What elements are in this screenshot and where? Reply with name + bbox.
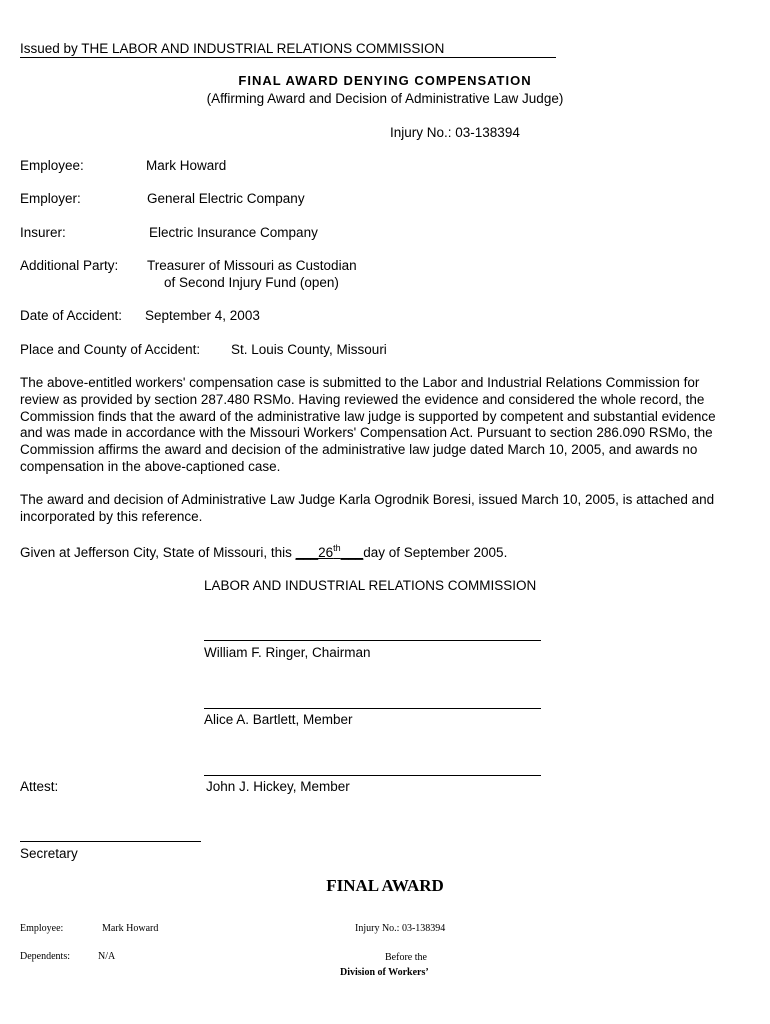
document-subtitle: (Affirming Award and Decision of Administrative Law Judge) [206,91,564,106]
dependents-label: Dependents: [20,951,70,962]
date-of-accident-value: September 4, 2003 [145,308,260,323]
chairman-signature-line [204,640,541,641]
given-day-blank: ___ [340,545,364,560]
chairman-name: William F. Ringer, Chairman [204,645,371,660]
final-award-employee-label: Employee: [20,923,64,934]
member-1-signature-line [204,708,541,709]
decision-paragraph: The above-entitled workers' compensation case is submitted to the Labor and Industrial Relations Commission for review as provided by section 287.480 RSMo. Having reviewed the evidence and considered the whole record, the Commission finds that the award of the administrative law judge is supported by competent and substantial evidence and was made in accordance with the Missouri Workers' Compensation Act. Pursuant to section 286.090 RSMo, the Commission affirms the award and decision of the administrative law judge dated March 10, 2005, and awards no compensation in the above-captioned case. [20,375,716,474]
before-the-text: Before the [385,952,427,963]
final-award-employee-value: Mark Howard [102,923,159,934]
date-of-accident-label: Date of Accident: [20,308,123,323]
given-day [296,545,364,560]
incorporation-paragraph: The award and decision of Administrative Law Judge Karla Ogrodnik Boresi, issued March 10, 2005, is attached and incorporated by this reference. [20,492,715,524]
insurer-value: Electric Insurance Company [149,225,318,240]
employer-value: General Electric Company [147,191,305,206]
insurer-label: Insurer: [20,225,66,240]
injury-number: Injury No.: 03-138394 [390,125,520,140]
member-1-name: Alice A. Bartlett, Member [204,712,353,727]
place-of-accident-value: St. Louis County, Missouri [231,342,387,357]
place-of-accident-label: Place and County of Accident: [20,342,201,357]
dependents-value: N/A [98,951,116,962]
additional-party-value-line2: of Second Injury Fund (open) [164,275,339,290]
member-2-signature-line [204,775,541,776]
final-award-injury-number: Injury No.: 03-138394 [355,923,446,934]
additional-party-value-line1: Treasurer of Missouri as Custodian [147,258,357,273]
given-suffix: day of September 2005. [363,545,508,560]
division-text: Division of Workers’ [340,967,429,978]
given-day-number: ___26 [295,545,334,560]
commission-name: LABOR AND INDUSTRIAL RELATIONS COMMISSION [204,578,537,593]
attest-label: Attest: [20,779,59,794]
secretary-signature-line [20,841,201,842]
employee-label: Employee: [20,158,84,173]
issued-by-line: Issued by THE LABOR AND INDUSTRIAL RELATIONS COMMISSION [20,41,556,58]
given-date-line [20,545,507,561]
employer-label: Employer: [20,191,81,206]
secretary-label: Secretary [20,846,78,861]
final-award-heading: FINAL AWARD [326,876,444,895]
additional-party-label: Additional Party: [20,258,119,273]
employee-value: Mark Howard [146,158,227,173]
document-title: FINAL AWARD DENYING COMPENSATION [238,73,532,88]
given-day-suffix: th [333,543,341,553]
member-2-name: John J. Hickey, Member [206,779,350,794]
given-prefix: Given at Jefferson City, State of Missouri, this [20,545,296,560]
